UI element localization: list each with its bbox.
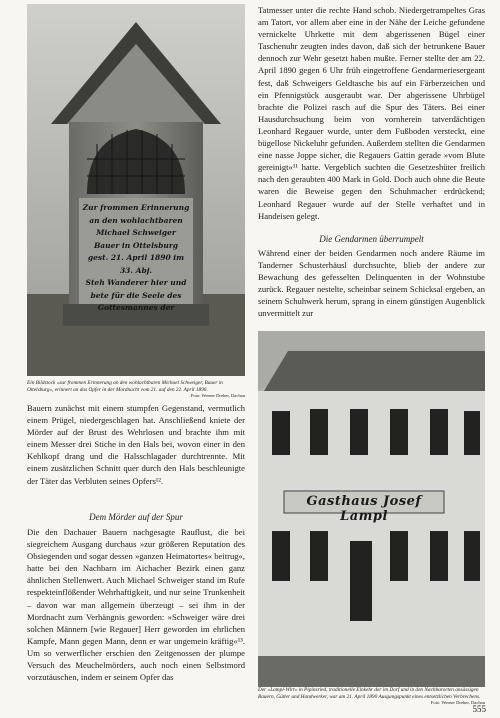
caption-text: Der »Lampl-Wirt« in Pipinsried, traditionelle Einkehr der im Dorf und in den Nachbarorten ansässigen Bauern, Gütler und Handwerker, war am 21. April 1890 Ausgangspunkt eines entsetzlichen Verbrechens. [258,687,481,700]
photo-credit: Foto: Werner Dreher, Dachau [430,700,485,706]
inscription-text [81,202,191,315]
left-column-bottom [27,402,245,487]
body-paragraph: Tatmesser unter die rechte Hand schob. Niedergetrampeltes Gras am Tatort, vor allem aber eine in der Nähe der Leiche gefundene vernickelte Uhrkette mit dem abgerissenen Bügel einer Taschenuhr zeugten indes davon, daß sich der betrunkene Bauer dennoch zur Wehr gesetzt haben mußte. Ferner stellte der am 22. April 1890 gegen 6 Uhr früh eingetroffene Gendarmeriesergeant fest, daß Schweigers Geldtasche bis auf ein Färberzeichen und ein Pfennigstück ausgeraubt war. Der abgerissene Uhrbügel brachte die Polizei rasch auf die Spur des Täters. Bei einer Hausdurchsuchung beim von vornherein tatverdächtigen Leonhard Regauer wurde, unter dem Fußboden versteckt, eine bügellose Nickeluhr gefunden. Außerdem stellten die Gendarmen eine nasse Joppe sicher, die Regauers Gattin gerade »vom Blute gereinigt«¹¹ hatte. Vergeblich suchten die Gesetzeshüter freilich nach den geraubten 400 Mark in Gold. Doch auch ohne die Beute waren die Beweise gegen den Schuhmacher erdrückend; Leonhard Regauer wurde auf der Stelle verhaftet und in Handeisen gelegt. [258,5,485,221]
photo-credit: Foto: Werner Dreher, Dachau [190,393,245,399]
section-heading: Dem Mörder auf der Spur [89,512,183,522]
inn-photo [258,331,485,687]
left-column-bottom-2 [27,526,245,683]
inscription-line: Gottesmannes der [97,303,175,312]
inn-caption [258,687,485,707]
inscription-line: bete für die Seele des [90,290,182,300]
inscription-line: Zur frommen Erinnerung [82,203,190,212]
inscription-line: gest. 21. April 1890 im 33. Abj. [87,253,185,275]
caption-text: Ein Bildstock »zur frommen Erinnerung an den wohlachtbaren Michael Schweiger, Bauer in Ottelsburg«, erinnert an das Opfer in der Mordnacht vom 21. auf den 22. April 1890. [27,380,223,393]
section-heading: Die Gendarmen überrumpelt [319,234,424,244]
shrine-illustration [27,4,245,376]
shrine-caption [27,380,245,400]
right-column-middle [258,247,485,320]
body-paragraph: Die den Dachauer Bauern nachgesagte Rauflust, die bei siegreichem Ausgang durchaus »zur größeren Reputation des Obsiegenden und sogar dessen »ganzen Heimatortes« beitrug«, hatte bei den Nachbarn im Aichacher Bezirk einen ganz ähnlichen Stellenwert. Auch Michael Schweiger stand im Rufe respekteinflößender Wehrhaftigkeit, und nur seine Trunkenheit – davon war man allgemein überzeugt – sei ihm in der Mordnacht zum Verhängnis geworden: »Schweiger wäre drei solchen Männern [wie Regauer] Herr geworden im ehrlichen Kampfe, Mann gegen Mann, denn er war ungemein kräftig«¹³. Um so verwerflicher erschien den Zeitgenossen der plumpe Versuch des Meuchelmörders, auch noch einen Selbstmord vorzutäuschen, indem er seinem Opfer das [27,527,245,683]
inscription-line: Michael Schweiger [96,228,176,237]
shrine-photo [27,4,245,376]
inscription-line: an den wohlachtbaren [89,215,183,225]
inscription-line: Bauer in Ottelsburg [93,240,179,250]
inscription-line: Steh Wanderer hier und [85,278,187,287]
page-number: 555 [472,704,486,714]
body-paragraph: Bauern zunächst mit einem stumpfen Gegenstand, vermutlich einem Prügel, niedergeschlagen hat. Anschließend kniete der Mörder auf der Brust des Wehrlosen und brachte ihm mit einem Messer drei Stiche in den Hals bei, wovon einer in den Kehlkopf drang und die Halsschlagader durchtrennte. Mit einem zusätzlichen Schnitt quer durch den Hals beschleunigte der Täter das Verbluten seines Opfers¹². [27,403,245,486]
body-paragraph: Während einer der beiden Gendarmen noch andere Räume im Tanderner Schusterhäusl durchsuchte, blieb der andere zur Bewachung des gefesselten Delinquenten in der Wohnstube zurück. Regauer nestelte, scheinbar seinem Schicksal ergeben, an seinem Schuhwerk herum, sprang in einem günstigen Augenblick unvermittelt zur [258,248,485,319]
right-column-top [258,4,485,222]
inn-sign-text: Gasthaus Josef Lampl [306,494,422,524]
